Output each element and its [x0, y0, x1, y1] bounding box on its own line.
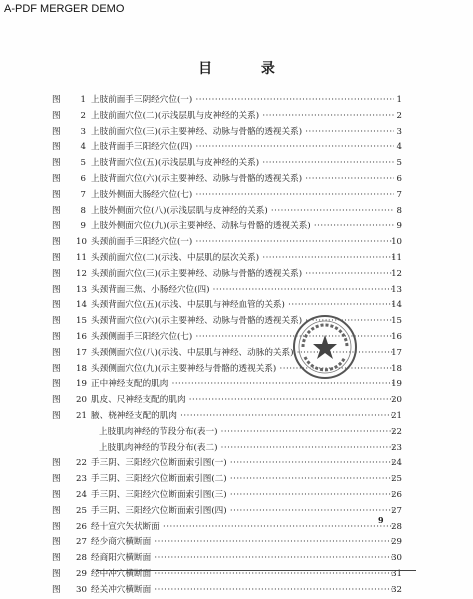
toc-entry-page: 28 — [391, 521, 402, 532]
toc-entry-page: 23 — [391, 442, 402, 453]
toc-entry-page: 5 — [396, 158, 402, 169]
toc-entry-page: 7 — [396, 189, 402, 200]
toc-entry-title: 手三阴、三阳经穴位断面索引图(二) ····· — [91, 472, 394, 488]
toc-entry[interactable] — [52, 93, 402, 109]
toc-entry-label: 图 — [52, 489, 61, 500]
toc-entry-number: 7 — [80, 189, 86, 200]
toc-entry-title: 上肢前面穴位(二)(示浅层肌与皮神经的关系) ····· — [91, 109, 394, 125]
toc-entry-title: 上肢背面手三阳经穴位(四) ····· — [91, 140, 394, 156]
toc-entry-number: 18 — [76, 363, 87, 374]
toc-entry[interactable] — [52, 188, 402, 204]
toc-entry-page: 4 — [396, 142, 402, 153]
toc-entry-page: 25 — [391, 474, 402, 485]
toc-entry-page: 15 — [391, 316, 402, 327]
toc-entry-page: 9 — [396, 221, 402, 232]
toc-entry-page: 26 — [391, 489, 402, 500]
toc-entry-title: 腋、桡神经支配的肌肉 ····· — [91, 409, 394, 425]
toc-entry-title: 上肢前面手三阴经穴位(一) ····· — [91, 93, 394, 109]
toc-entry-number: 20 — [76, 395, 87, 406]
toc-entry-title: 经商阳穴横断面 ····· — [91, 551, 394, 567]
toc-entry-page: 32 — [391, 584, 402, 595]
toc-entry-label: 图 — [52, 505, 61, 516]
toc-entry-title: 头颈前面穴位(二)(示浅、中层肌的层次关系) ····· — [91, 251, 394, 267]
toc-entry-page: 16 — [391, 331, 402, 342]
toc-entry-page: 1 — [396, 95, 402, 105]
toc-entry-title: 手三阴、三阳经穴位断面索引图(三) ····· — [91, 488, 394, 504]
toc-entry-title: 头颈前面穴位(三)(示主要神经、动脉与骨骼的透视关系) ····· — [91, 267, 394, 283]
toc-entry-number: 13 — [76, 284, 87, 295]
toc-entry-label: 图 — [52, 584, 61, 595]
toc-entry-number: 2 — [80, 110, 86, 121]
toc-entry-title: 上肢背面穴位(五)(示浅层肌与皮神经的关系) ····· — [91, 156, 394, 172]
toc-entry-label: 图 — [52, 284, 61, 295]
toc-entry-title: 头颈侧面穴位(九)(示主要神经与骨骼的透视关系) ····· — [91, 362, 394, 378]
toc-entry[interactable] — [52, 283, 402, 299]
toc-entry-title: 正中神经支配的肌肉 ····· — [91, 377, 394, 393]
toc-entry-number: 27 — [76, 537, 87, 548]
toc-entry-title: 头颈侧面手三阳经穴位(七) ····· — [91, 330, 394, 346]
toc-entry-page: 24 — [391, 458, 402, 469]
toc-entry-page: 8 — [396, 205, 402, 216]
toc-entry-label: 图 — [52, 173, 61, 184]
toc-entry[interactable] — [52, 441, 402, 457]
toc-entry-number: 10 — [76, 237, 87, 248]
toc-entry-title: 头颈背面穴位(六)(示主要神经、动脉与骨骼的透视关系) ····· — [91, 314, 394, 330]
watermark-text: A-PDF MERGER DEMO — [4, 3, 125, 15]
toc-entry[interactable] — [52, 298, 402, 314]
toc-entry-label: 图 — [52, 363, 61, 374]
bottom-rule — [96, 570, 416, 571]
toc-entry-page: 12 — [391, 268, 402, 279]
toc-entry-page: 21 — [391, 410, 402, 421]
toc-entry-title: 头颈背面穴位(五)(示浅、中层肌与神经血管的关系) ····· — [91, 298, 394, 314]
toc-entry-label: 图 — [52, 126, 61, 137]
toc-entry[interactable] — [52, 204, 402, 220]
toc-entry-page: 13 — [391, 284, 402, 295]
toc-entry-page: 6 — [396, 173, 402, 184]
toc-entry-label: 图 — [52, 458, 61, 469]
toc-entry-title: 头颈背面三焦、小肠经穴位(四) ····· — [91, 283, 394, 299]
toc-entry-label: 图 — [52, 205, 61, 216]
toc-entry-title: 上肢外侧面穴位(八)(示浅层肌与皮神经的关系) ····· — [91, 204, 394, 220]
toc-entry[interactable] — [52, 235, 402, 251]
toc-entry-title: 经中冲穴横断面 ····· — [91, 567, 394, 583]
toc-entry[interactable] — [52, 472, 402, 488]
toc-entry[interactable] — [52, 425, 402, 441]
toc-entry-number: 19 — [76, 379, 87, 390]
toc-entry-page: 10 — [391, 237, 402, 248]
toc-entry-page: 18 — [391, 363, 402, 374]
toc-entry-page: 29 — [391, 537, 402, 548]
toc-entry-number: 26 — [76, 521, 87, 532]
toc-entry-label: 图 — [52, 95, 61, 105]
toc-entry[interactable] — [52, 583, 402, 599]
toc-entry-page: 27 — [391, 505, 402, 516]
toc-entry-title: 经少商穴横断面 ····· — [91, 535, 394, 551]
toc-entry-number: 24 — [76, 489, 87, 500]
toc-entry-title: 头颈侧面穴位(八)(示浅、中层肌与神经、动脉的关系) ····· — [91, 346, 394, 362]
toc-entry-number: 14 — [76, 300, 87, 311]
page-title: 目 录 — [198, 61, 297, 77]
toc-entry-page: 17 — [391, 347, 402, 358]
toc-entry-label: 图 — [52, 252, 61, 263]
toc-entry-label: 图 — [52, 237, 61, 248]
toc-entry-title: 手三阴、三阳经穴位断面索引图(四) ····· — [91, 504, 394, 520]
toc-entry-number: 9 — [80, 221, 86, 232]
toc-entry-page: 31 — [391, 568, 402, 579]
toc-entry-number: 28 — [76, 553, 87, 564]
toc-entry[interactable] — [52, 251, 402, 267]
toc-entry-title: 经十宣穴矢状断面 ····· — [91, 520, 394, 536]
toc-entry-number: 12 — [76, 268, 87, 279]
toc-entry-number: 29 — [76, 568, 87, 579]
toc-entry-label: 图 — [52, 142, 61, 153]
toc-entry-number: 23 — [76, 474, 87, 485]
toc-entry-title: 头颈前面手三阳经穴位(一) ····· — [91, 235, 394, 251]
toc-entry-page: 11 — [391, 252, 402, 263]
toc-entry-title: 肌皮、尺神经支配的肌肉 ····· — [91, 393, 394, 409]
toc-entry-page: 19 — [391, 379, 402, 390]
toc-entry-label: 图 — [52, 189, 61, 200]
toc-entry-label: 图 — [52, 568, 61, 579]
toc-entry-number: 15 — [76, 316, 87, 327]
toc-entry-number: 21 — [76, 410, 87, 421]
toc-entry-title: 上肢外侧面穴位(九)(示主要神经、动脉与骨骼的透视关系) ····· — [91, 219, 394, 235]
toc-entry-label: 图 — [52, 110, 61, 121]
toc-entry-number: 1 — [80, 95, 86, 105]
seal-stamp — [291, 313, 359, 381]
toc-entry-title: 上肢背面穴位(六)(示主要神经、动脉与骨骼的透视关系) ····· — [91, 172, 394, 188]
toc-entry-number: 5 — [80, 158, 86, 169]
toc-entry-number: 16 — [76, 331, 87, 342]
toc-entry-label: 图 — [52, 221, 61, 232]
toc-entry-page: 22 — [391, 426, 402, 437]
toc-entry-page: 3 — [396, 126, 402, 137]
toc-entry-label: 图 — [52, 316, 61, 327]
toc-entry-label: 图 — [52, 521, 61, 532]
toc-entry-page: 20 — [391, 395, 402, 406]
toc-entry-label: 图 — [52, 410, 61, 421]
toc-entry-title: 经关冲穴横断面 ····· — [91, 583, 394, 599]
toc-entry-number: 30 — [76, 584, 87, 595]
toc-entry-number: 11 — [76, 252, 87, 263]
page-mark: 9 — [378, 515, 384, 525]
toc-entry-number: 6 — [80, 173, 86, 184]
toc-entry-label: 图 — [52, 379, 61, 390]
toc-entry-label: 图 — [52, 553, 61, 564]
toc-entry[interactable] — [52, 172, 402, 188]
toc-entry-page: 30 — [391, 553, 402, 564]
toc-entry-label: 图 — [52, 300, 61, 311]
toc-entry[interactable] — [52, 488, 402, 504]
toc-entry[interactable] — [52, 551, 402, 567]
toc-entry[interactable] — [52, 393, 402, 409]
toc-entry-label: 图 — [52, 268, 61, 279]
toc-entry[interactable] — [52, 504, 402, 520]
toc-entry-label: 图 — [52, 537, 61, 548]
toc-entry-title: 手三阴、三阳经穴位断面索引图(一) ····· — [91, 456, 394, 472]
toc-entry-title: 上肢前面穴位(三)(示主要神经、动脉与骨骼的透视关系) ····· — [91, 125, 394, 141]
toc-entry-label: 图 — [52, 347, 61, 358]
toc-entry-title: 上肢肌肉神经的节段分布(表二) ····· — [99, 441, 394, 457]
toc-entry-number: 3 — [80, 126, 86, 137]
toc-entry-label: 图 — [52, 395, 61, 406]
toc-entry[interactable] — [52, 456, 402, 472]
toc-entry-label: 图 — [52, 158, 61, 169]
toc-entry-title: 上肢肌肉神经的节段分布(表一) ····· — [99, 425, 394, 441]
toc-entry[interactable] — [52, 267, 402, 283]
toc-entry[interactable] — [52, 535, 402, 551]
toc-entry[interactable] — [52, 219, 402, 235]
toc-entry[interactable] — [52, 125, 402, 141]
toc-entry[interactable] — [52, 156, 402, 172]
toc-entry-label: 图 — [52, 474, 61, 485]
toc-entry-number: 25 — [76, 505, 87, 516]
toc-entry-page: 14 — [391, 300, 402, 311]
toc-entry-label: 图 — [52, 331, 61, 342]
toc-entry-number: 22 — [76, 458, 87, 469]
toc-entry-number: 4 — [80, 142, 86, 153]
toc-entry[interactable] — [52, 109, 402, 125]
toc-entry-title: 上肢外侧面大肠经穴位(七) ····· — [91, 188, 394, 204]
toc-entry-number: 8 — [80, 205, 86, 216]
toc-entry[interactable] — [52, 140, 402, 156]
toc-entry[interactable] — [52, 409, 402, 425]
toc-entry-page: 2 — [396, 110, 402, 121]
toc-entry[interactable] — [52, 520, 402, 536]
toc-entry-number: 17 — [76, 347, 87, 358]
